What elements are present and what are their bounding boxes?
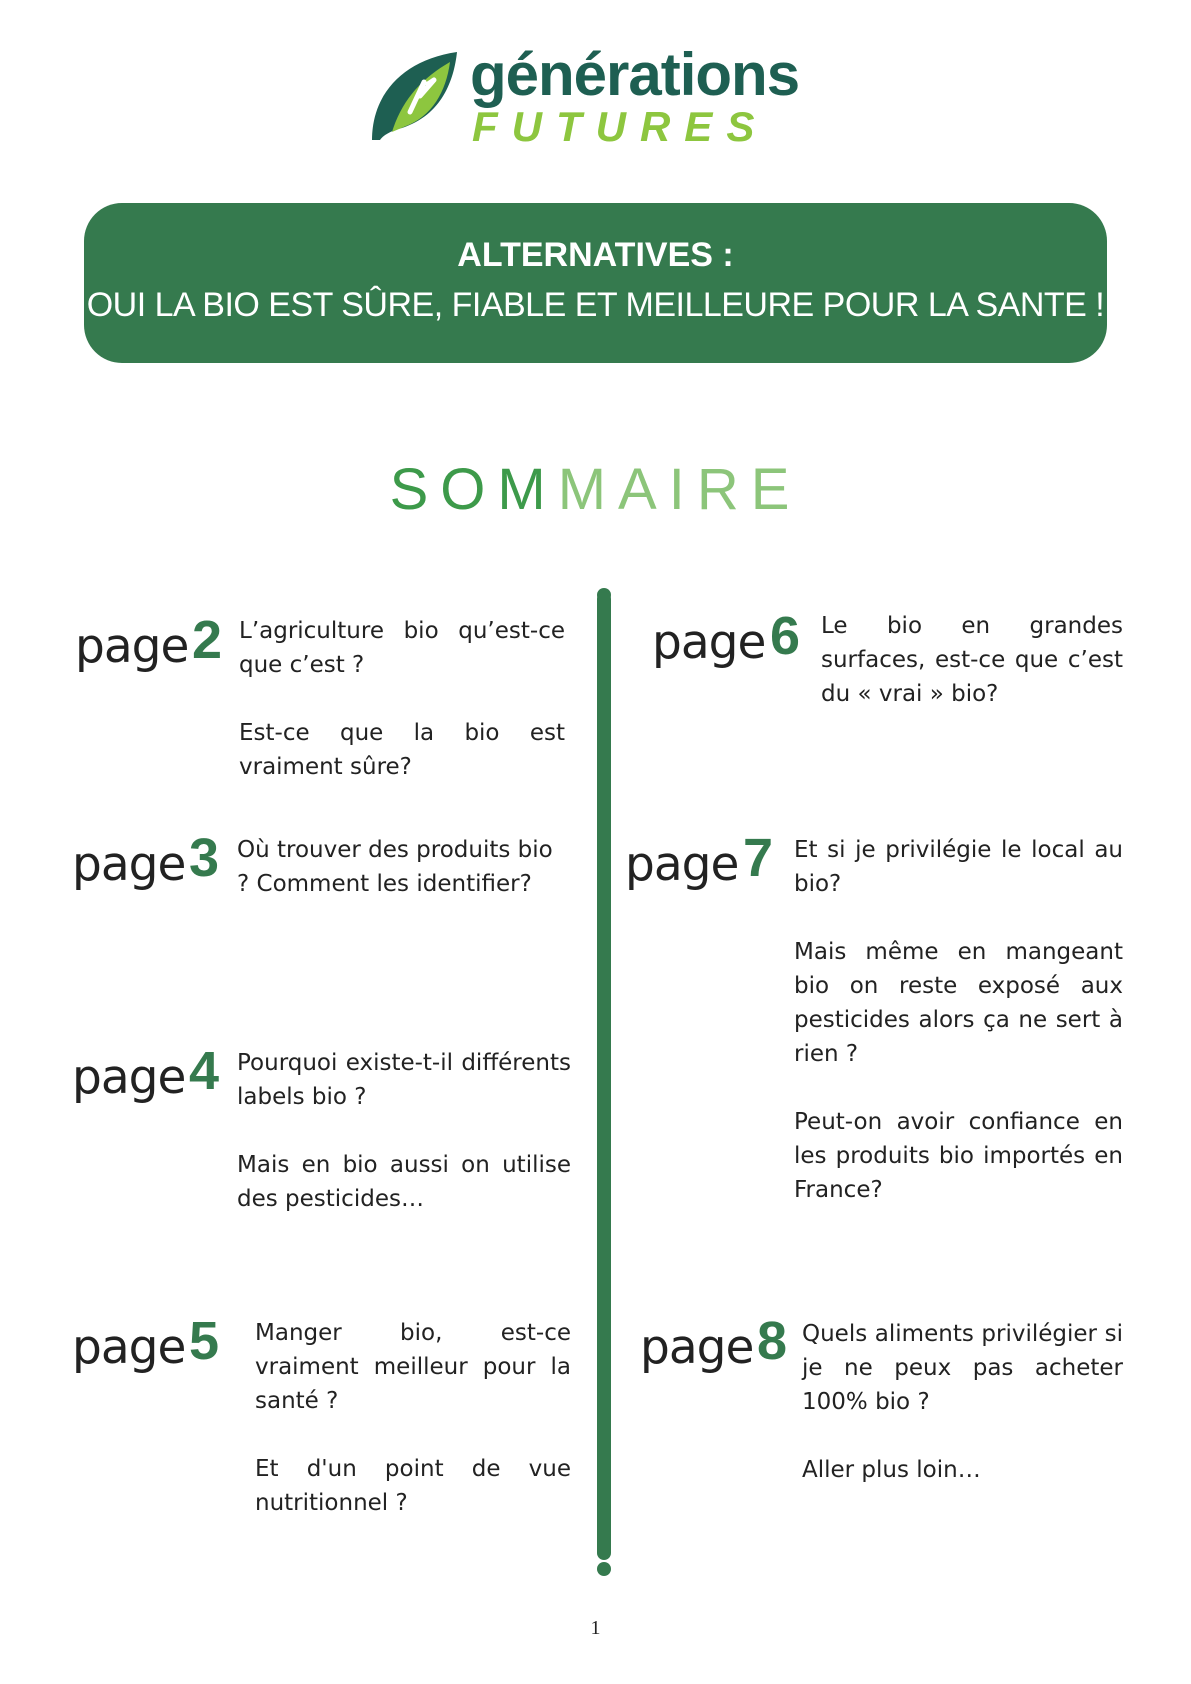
page-label: page — [72, 1320, 186, 1375]
entry-item: L’agriculture bio qu’est-ce que c’est ? — [239, 618, 565, 678]
page-number: 3 — [189, 828, 220, 888]
entry-item: Peut-on avoir confiance en les produits bio importés en France? — [794, 1109, 1123, 1203]
entry-item: Mais même en mangeant bio on reste exposé aux pesticides alors ça ne sert à rien ? — [794, 939, 1123, 1067]
center-divider — [597, 592, 611, 1560]
page-label: page — [652, 615, 766, 670]
entry-description — [237, 1046, 571, 1216]
entry-description — [255, 1316, 571, 1520]
page-number: 6 — [770, 606, 801, 666]
logo-line2: FUTURES — [472, 103, 769, 150]
entry-description — [794, 833, 1123, 1207]
entry-description — [821, 609, 1123, 711]
page-footer-number: 1 — [590, 1617, 601, 1639]
logo — [362, 40, 822, 150]
entry-item: Pourquoi existe-t-il différents labels bio ? — [237, 1050, 571, 1110]
page-number: 5 — [189, 1311, 220, 1371]
entry-item: Aller plus loin… — [802, 1457, 981, 1483]
entry-description — [802, 1317, 1123, 1487]
banner-subtitle: OUI LA BIO EST SÛRE, FIABLE ET MEILLEURE POUR LA SANTE ! — [86, 286, 1105, 324]
sommaire-part2: MAIRE — [557, 457, 802, 522]
entry-description — [237, 833, 567, 901]
entry-item: Est-ce que la bio est vraiment sûre? — [239, 720, 565, 780]
page-number: 8 — [757, 1311, 788, 1371]
banner-title: ALTERNATIVES : — [457, 236, 734, 274]
entry-item: Le bio en grandes surfaces, est-ce que c’est du « vrai » bio? — [821, 613, 1123, 707]
leaf-arrow-icon — [362, 40, 472, 150]
entry-item: Et d'un point de vue nutritionnel ? — [255, 1456, 571, 1516]
entry-description — [239, 614, 565, 784]
page-label: page — [72, 1050, 186, 1105]
entry-item: Mais en bio aussi on utilise des pesticides… — [237, 1152, 571, 1212]
title-banner — [84, 203, 1107, 363]
page-label: page — [625, 837, 739, 892]
entry-item: Et si je privilégie le local au bio? — [794, 837, 1123, 897]
entry-item: Quels aliments privilégier si je ne peux pas acheter 100% bio ? — [802, 1321, 1123, 1415]
page-number: 7 — [743, 828, 774, 888]
page-number: 2 — [192, 610, 223, 670]
sommaire-part1: SOM — [389, 457, 558, 522]
entry-item: Manger bio, est-ce vraiment meilleur pour la santé ? — [255, 1320, 571, 1414]
logo-line1: générations — [470, 41, 800, 108]
page-label: page — [75, 619, 189, 674]
page-number: 4 — [189, 1041, 220, 1101]
entry-item: Où trouver des produits bio ? Comment les identifier? — [237, 837, 553, 897]
divider-bottom-dot — [597, 1562, 611, 1576]
page-label: page — [640, 1320, 754, 1375]
page-label: page — [72, 837, 186, 892]
sommaire-heading — [0, 455, 1191, 525]
